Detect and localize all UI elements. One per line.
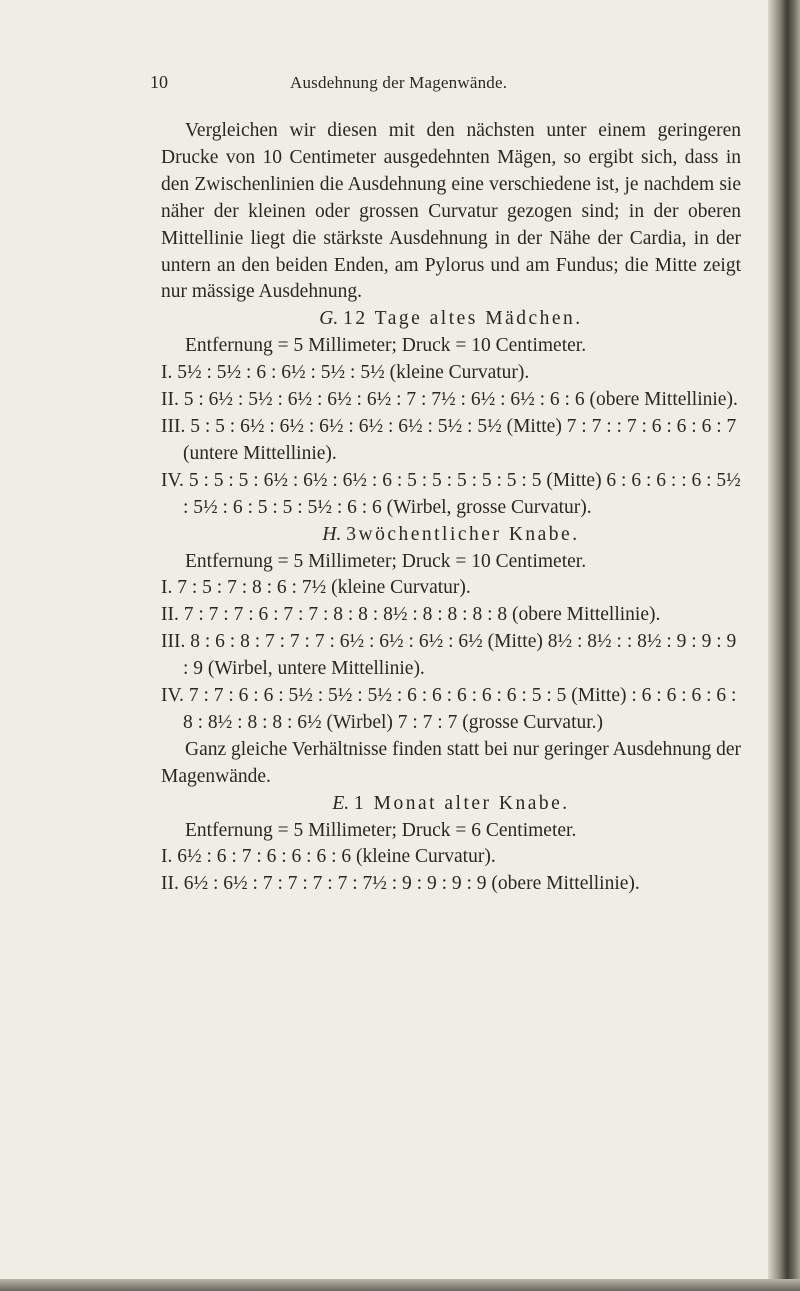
section-g-line-2: [161, 387, 741, 414]
page-number: 10: [150, 72, 168, 92]
line-number: IV.: [161, 469, 184, 491]
closing-paragraph: Ganz gleiche Verhältnisse finden statt bei nur geringer Ausdehnung der Magenwände.: [161, 738, 741, 787]
section-g-line-1: [161, 360, 741, 387]
section-h-letter: H.: [322, 523, 342, 545]
section-h-line-2: [161, 602, 741, 629]
line-values: 7 : 7 : 6 : 6 : 5½ : 5½ : 5½ : 6 : 6 : 6 : 6 : 6 : 5 : 5 (Mitte) : 6 : 6 : 6 : 6 : 8 : 8½ : 8 : 8 : 6½ (Wirbel) 7 : 7 : 7 (grosse Curvatur.): [183, 685, 737, 733]
line-number: IV.: [161, 685, 184, 707]
line-number: II.: [161, 604, 179, 626]
line-number: III.: [161, 631, 186, 653]
line-number: III.: [161, 415, 186, 437]
line-values: 8 : 6 : 8 : 7 : 7 : 7 : 6½ : 6½ : 6½ : 6½ (Mitte) 8½ : 8½ : : 8½ : 9 : 9 : 9 : 9 (Wirbel, untere Mittellinie).: [183, 631, 737, 680]
line-values: 7 : 7 : 7 : 6 : 7 : 7 : 8 : 8 : 8½ : 8 : 8 : 8 : 8 (obere Mittellinie).: [183, 604, 661, 626]
line-number: I.: [161, 362, 173, 384]
line-values: 5 : 6½ : 5½ : 6½ : 6½ : 6½ : 7 : 7½ : 6½ : 6½ : 6 : 6 (obere Mittellinie).: [183, 389, 738, 411]
line-values: 6½ : 6½ : 7 : 7 : 7 : 7 : 7½ : 9 : 9 : 9 : 9 (obere Mittellinie).: [183, 873, 640, 895]
line-number: I.: [161, 846, 173, 868]
line-values: 5 : 5 : 5 : 6½ : 6½ : 6½ : 6 : 5 : 5 : 5 : 5 : 5 : 5 (Mitte) 6 : 6 : 6 : : 6 : 5½ : 5½ : 6 : 5 : 5 : 5½ : 6 : 6 (Wirbel, grosse Curvatur).: [183, 469, 741, 518]
running-title: Ausdehnung der Magenwände.: [290, 73, 508, 92]
section-e-title: 1 Monat alter Knabe.: [353, 792, 570, 814]
line-number: II.: [161, 873, 179, 895]
line-number: I.: [161, 577, 173, 599]
section-g-line-4: [161, 468, 741, 522]
section-h-heading: [161, 522, 741, 549]
section-h-line-1: [161, 575, 741, 602]
book-spine-edge: [768, 0, 800, 1291]
section-h-title: 3wöchentlicher Knabe.: [346, 523, 580, 545]
section-h-conditions: Entfernung = 5 Millimeter; Druck = 10 Centimeter.: [185, 550, 587, 572]
line-values: 5½ : 5½ : 6 : 6½ : 5½ : 5½ (kleine Curvatur).: [177, 362, 530, 384]
line-values: 6½ : 6 : 7 : 6 : 6 : 6 : 6 (kleine Curvatur).: [177, 846, 496, 868]
section-e-line-2: [161, 871, 741, 898]
intro-paragraph: Vergleichen wir diesen mit den nächsten unter einem geringeren Drucke von 10 Centimeter ausgedehnten Mägen, so ergibt sich, dass in den Zwischenlinien die Ausdehnung eine verschiedene ist, je nachdem sie näher der kleinen oder grossen Curvatur gezogen sind; in der oberen Mittellinie liegt die stärkste Ausdehnung in der Nähe der Cardia, in der untern an den beiden Enden, am Pylorus und am Fundus; die Mitte zeigt nur mässige Ausdehnung.: [161, 120, 741, 303]
section-e-letter: E.: [332, 792, 350, 814]
section-h-line-3: [161, 629, 741, 683]
section-h-line-4: [161, 683, 741, 737]
line-number: II.: [161, 389, 179, 411]
page-header: [0, 72, 768, 102]
line-values: 5 : 5 : 6½ : 6½ : 6½ : 6½ : 6½ : 5½ : 5½ (Mitte) 7 : 7 : : 7 : 6 : 6 : 6 : 7 (untere Mittellinie).: [183, 415, 737, 464]
section-g-letter: G.: [319, 308, 339, 330]
section-e-conditions: Entfernung = 5 Millimeter; Druck = 6 Centimeter.: [185, 819, 577, 841]
section-e-line-1: [161, 844, 741, 871]
page-body: [161, 118, 741, 898]
section-g-title: 12 Tage altes Mädchen.: [343, 308, 583, 330]
section-g-line-3: [161, 414, 741, 468]
section-g-conditions: Entfernung = 5 Millimeter; Druck = 10 Centimeter.: [185, 335, 587, 357]
line-values: 7 : 5 : 7 : 8 : 6 : 7½ (kleine Curvatur).: [177, 577, 471, 599]
section-e-heading: [161, 791, 741, 818]
section-g-heading: [161, 306, 741, 333]
page-bottom-edge: [0, 1279, 800, 1291]
